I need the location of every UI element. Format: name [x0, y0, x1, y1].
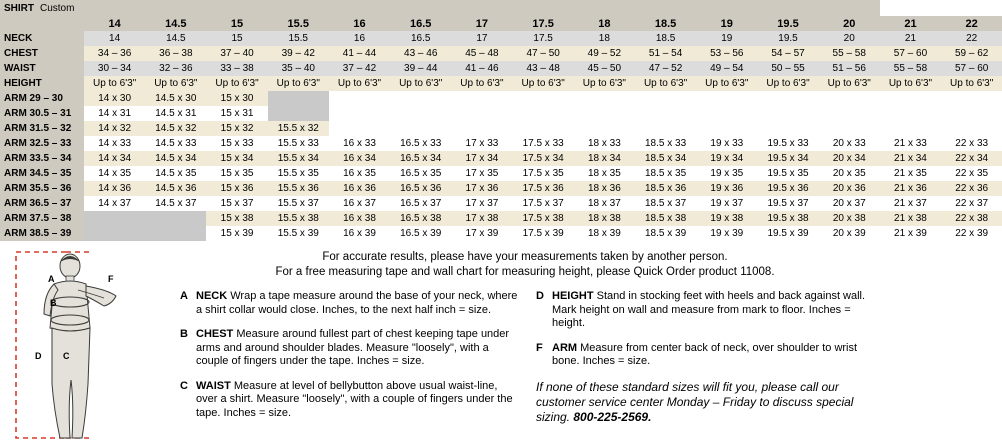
table-cell	[941, 91, 1002, 106]
table-header-row	[0, 16, 1002, 31]
table-cell: Up to 6'3"	[941, 76, 1002, 91]
instructions-panel	[0, 241, 880, 447]
table-cell: 17 x 33	[451, 136, 512, 151]
table-cell: 19.5 x 34	[757, 151, 818, 166]
table-cell	[329, 91, 390, 106]
table-cell: 18.5 x 37	[635, 196, 696, 211]
table-cell: 19 x 38	[696, 211, 757, 226]
column-header-blank	[0, 16, 84, 31]
table-cell: 51 – 56	[819, 61, 880, 76]
table-cell: 20 x 39	[819, 226, 880, 241]
table-row	[0, 46, 1002, 61]
column-header-21: 21	[880, 16, 941, 31]
intro-line-2: For a free measuring tape and wall chart for measuring height, please Quick Order product 11008.	[275, 266, 775, 278]
table-cell: 21 x 36	[880, 181, 941, 196]
table-cell: 57 – 60	[941, 61, 1002, 76]
row-header: ARM 38.5 – 39	[0, 226, 84, 241]
table-cell: 20 x 35	[819, 166, 880, 181]
table-cell: 17.5 x 34	[513, 151, 574, 166]
table-cell: 49 – 52	[574, 46, 635, 61]
table-cell	[390, 121, 451, 136]
table-cell	[390, 106, 451, 121]
table-cell: 15.5 x 35	[268, 166, 329, 181]
table-cell	[513, 106, 574, 121]
row-header: NECK	[0, 31, 84, 46]
column-header-20: 20	[819, 16, 880, 31]
table-cell: 16 x 35	[329, 166, 390, 181]
table-cell: 21 x 35	[880, 166, 941, 181]
table-cell: 16.5 x 38	[390, 211, 451, 226]
table-cell: 20 x 36	[819, 181, 880, 196]
table-cell: 19 x 35	[696, 166, 757, 181]
table-cell	[635, 91, 696, 106]
table-cell	[574, 121, 635, 136]
table-cell: 21 x 38	[880, 211, 941, 226]
table-cell: 22 x 38	[941, 211, 1002, 226]
table-cell: 14.5 x 32	[145, 121, 206, 136]
column-header-17.5: 17.5	[513, 16, 574, 31]
table-cell: 55 – 58	[819, 46, 880, 61]
table-cell: 19 x 36	[696, 181, 757, 196]
table-cell: 14 x 31	[84, 106, 145, 121]
table-cell	[268, 91, 329, 106]
column-header-18.5: 18.5	[635, 16, 696, 31]
table-cell	[513, 91, 574, 106]
table-cell: 14.5 x 30	[145, 91, 206, 106]
table-cell: 16 x 38	[329, 211, 390, 226]
table-cell: 21 x 37	[880, 196, 941, 211]
table-cell: 14.5 x 34	[145, 151, 206, 166]
instruction-item-neck	[180, 290, 518, 317]
table-cell: 19 x 33	[696, 136, 757, 151]
instruction-body: NECK Wrap a tape measure around the base of your neck, where a shirt collar would close. Inches, to the next half inch = size.	[196, 290, 518, 316]
table-cell: 20	[819, 31, 880, 46]
table-cell: 15.5 x 38	[268, 211, 329, 226]
table-cell: 16.5 x 36	[390, 181, 451, 196]
table-cell: 19.5 x 39	[757, 226, 818, 241]
table-cell: 16.5 x 33	[390, 136, 451, 151]
row-header: ARM 29 – 30	[0, 91, 84, 106]
table-cell	[696, 91, 757, 106]
table-cell: 17.5 x 37	[513, 196, 574, 211]
table-cell: 19	[696, 31, 757, 46]
table-cell	[941, 121, 1002, 136]
table-cell: Up to 6'3"	[513, 76, 574, 91]
table-cell: 19.5 x 35	[757, 166, 818, 181]
table-cell	[880, 106, 941, 121]
table-cell: 22 x 36	[941, 181, 1002, 196]
table-cell: Up to 6'3"	[206, 76, 267, 91]
table-row	[0, 211, 1002, 226]
table-cell: 15 x 37	[206, 196, 267, 211]
table-row	[0, 181, 1002, 196]
table-cell: Up to 6'3"	[451, 76, 512, 91]
table-cell: 22	[941, 31, 1002, 46]
title-text: SHIRT	[4, 2, 34, 14]
table-cell: 33 – 38	[206, 61, 267, 76]
row-header: ARM 31.5 – 32	[0, 121, 84, 136]
table-cell: 18 x 38	[574, 211, 635, 226]
table-cell: 15 x 30	[206, 91, 267, 106]
table-cell: 21 x 34	[880, 151, 941, 166]
table-row	[0, 31, 1002, 46]
table-cell	[145, 211, 206, 226]
table-cell: 16	[329, 31, 390, 46]
title-subtext: Custom	[40, 2, 75, 14]
table-cell: 17.5 x 36	[513, 181, 574, 196]
table-cell	[84, 226, 145, 241]
table-row	[0, 151, 1002, 166]
table-cell: 18 x 33	[574, 136, 635, 151]
table-cell	[574, 91, 635, 106]
instruction-letter: C	[180, 379, 188, 392]
row-header: ARM 37.5 – 38	[0, 211, 84, 226]
table-cell: 18 x 37	[574, 196, 635, 211]
table-cell	[757, 106, 818, 121]
table-cell: 15 x 35	[206, 166, 267, 181]
table-cell	[819, 121, 880, 136]
table-cell	[819, 91, 880, 106]
table-cell: 15.5	[268, 31, 329, 46]
table-cell: 39 – 44	[390, 61, 451, 76]
table-cell: 14.5 x 31	[145, 106, 206, 121]
table-cell: 22 x 37	[941, 196, 1002, 211]
table-cell	[635, 121, 696, 136]
svg-text:F: F	[108, 274, 114, 284]
table-cell: Up to 6'3"	[145, 76, 206, 91]
table-cell: 37 – 42	[329, 61, 390, 76]
table-cell: 15 x 36	[206, 181, 267, 196]
table-cell	[574, 106, 635, 121]
table-row	[0, 76, 1002, 91]
table-cell: 14.5	[145, 31, 206, 46]
table-cell: 18 x 35	[574, 166, 635, 181]
table-cell: 18.5 x 38	[635, 211, 696, 226]
table-cell: 14	[84, 31, 145, 46]
table-cell: 17 x 34	[451, 151, 512, 166]
column-header-16.5: 16.5	[390, 16, 451, 31]
table-cell: 16 x 39	[329, 226, 390, 241]
table-cell: 36 – 38	[145, 46, 206, 61]
table-cell: 39 – 42	[268, 46, 329, 61]
table-cell: 30 – 34	[84, 61, 145, 76]
column-header-22: 22	[941, 16, 1002, 31]
table-body	[0, 16, 1002, 241]
table-cell: 14 x 36	[84, 181, 145, 196]
table-cell: 14 x 33	[84, 136, 145, 151]
table-cell: 16 x 37	[329, 196, 390, 211]
table-cell: 15 x 31	[206, 106, 267, 121]
row-header: ARM 34.5 – 35	[0, 166, 84, 181]
row-header: ARM 30.5 – 31	[0, 106, 84, 121]
svg-text:B: B	[50, 298, 57, 308]
table-cell: 15 x 34	[206, 151, 267, 166]
table-cell: 22 x 39	[941, 226, 1002, 241]
table-cell	[84, 211, 145, 226]
instruction-letter: F	[536, 341, 543, 354]
table-cell: 14 x 32	[84, 121, 145, 136]
table-cell: 16.5 x 35	[390, 166, 451, 181]
table-cell: 21 x 33	[880, 136, 941, 151]
table-cell: 55 – 58	[880, 61, 941, 76]
table-cell: 17.5 x 38	[513, 211, 574, 226]
table-cell: 17.5	[513, 31, 574, 46]
instruction-title: NECK	[196, 290, 231, 302]
column-header-18: 18	[574, 16, 635, 31]
table-cell	[451, 106, 512, 121]
size-chart-table	[0, 16, 1002, 241]
table-cell: 47 – 50	[513, 46, 574, 61]
column-header-16: 16	[329, 16, 390, 31]
row-header: CHEST	[0, 46, 84, 61]
row-header: ARM 36.5 – 37	[0, 196, 84, 211]
table-cell: Up to 6'3"	[635, 76, 696, 91]
table-cell: 19.5 x 33	[757, 136, 818, 151]
table-cell: 32 – 36	[145, 61, 206, 76]
table-cell	[390, 91, 451, 106]
table-cell: 18.5 x 34	[635, 151, 696, 166]
table-cell: 18.5 x 36	[635, 181, 696, 196]
table-cell: 19 x 37	[696, 196, 757, 211]
table-cell: 22 x 35	[941, 166, 1002, 181]
table-cell: 18.5 x 33	[635, 136, 696, 151]
table-cell: 22 x 34	[941, 151, 1002, 166]
table-cell: 15 x 39	[206, 226, 267, 241]
instruction-title: HEIGHT	[552, 290, 597, 302]
table-cell	[145, 226, 206, 241]
table-cell: 19.5 x 36	[757, 181, 818, 196]
table-cell: 17	[451, 31, 512, 46]
table-cell: 19.5 x 37	[757, 196, 818, 211]
table-cell: 37 – 40	[206, 46, 267, 61]
column-header-17: 17	[451, 16, 512, 31]
instruction-title: CHEST	[196, 328, 237, 340]
svg-text:A: A	[48, 274, 55, 284]
table-cell: 20 x 33	[819, 136, 880, 151]
table-cell	[941, 106, 1002, 121]
table-cell: 15 x 38	[206, 211, 267, 226]
table-cell: 18 x 34	[574, 151, 635, 166]
table-cell	[268, 106, 329, 121]
instruction-item-arm	[536, 342, 874, 369]
table-cell: Up to 6'3"	[390, 76, 451, 91]
table-cell: 16 x 34	[329, 151, 390, 166]
table-cell: 18	[574, 31, 635, 46]
instruction-title: WAIST	[196, 379, 234, 392]
row-header: ARM 35.5 – 36	[0, 181, 84, 196]
table-cell: 16 x 33	[329, 136, 390, 151]
column-header-19.5: 19.5	[757, 16, 818, 31]
table-cell: 17 x 36	[451, 181, 512, 196]
table-cell: 19 x 34	[696, 151, 757, 166]
table-cell: 47 – 52	[635, 61, 696, 76]
table-cell: 18 x 39	[574, 226, 635, 241]
table-cell: 20 x 37	[819, 196, 880, 211]
table-cell: Up to 6'3"	[696, 76, 757, 91]
table-cell: 14 x 34	[84, 151, 145, 166]
special-sizing-note: If none of these standard sizes will fit you, please call our customer service center Monday – Friday to discuss special sizing. 800-225-2569.	[536, 379, 854, 424]
instruction-item-chest	[180, 328, 518, 369]
customer-service-phone: 800-225-2569.	[573, 409, 652, 424]
table-cell: 41 – 44	[329, 46, 390, 61]
table-cell: 22 x 33	[941, 136, 1002, 151]
instructions-column-right	[536, 290, 874, 431]
table-cell: Up to 6'3"	[84, 76, 145, 91]
table-cell: 15.5 x 37	[268, 196, 329, 211]
table-cell	[880, 121, 941, 136]
row-header: ARM 33.5 – 34	[0, 151, 84, 166]
table-cell: 53 – 56	[696, 46, 757, 61]
table-cell: 16.5 x 37	[390, 196, 451, 211]
table-cell: 16 x 36	[329, 181, 390, 196]
table-cell: 15 x 32	[206, 121, 267, 136]
page-title	[0, 0, 880, 16]
table-cell: 14 x 35	[84, 166, 145, 181]
table-cell: 17 x 35	[451, 166, 512, 181]
measurement-figure-illustration	[4, 246, 172, 444]
svg-text:D: D	[35, 351, 42, 361]
instruction-letter: D	[536, 290, 544, 302]
table-cell: Up to 6'3"	[268, 76, 329, 91]
column-header-19: 19	[696, 16, 757, 31]
table-row	[0, 106, 1002, 121]
column-header-14: 14	[84, 16, 145, 31]
table-cell: 15.5 x 36	[268, 181, 329, 196]
table-cell: 14.5 x 35	[145, 166, 206, 181]
table-cell: 15.5 x 34	[268, 151, 329, 166]
instruction-body: HEIGHT Stand in stocking feet with heels and back against wall. Mark height on wall and measure from mark to floor. Inches = height.	[552, 290, 866, 329]
row-header: HEIGHT	[0, 76, 84, 91]
table-cell: 43 – 48	[513, 61, 574, 76]
table-cell: 34 – 36	[84, 46, 145, 61]
table-cell: 14.5 x 33	[145, 136, 206, 151]
column-header-14.5: 14.5	[145, 16, 206, 31]
table-cell: 16.5 x 34	[390, 151, 451, 166]
instruction-letter: A	[180, 290, 188, 302]
table-cell	[635, 106, 696, 121]
table-row	[0, 121, 1002, 136]
table-cell: 21	[880, 31, 941, 46]
table-cell: 14 x 30	[84, 91, 145, 106]
table-cell: 54 – 57	[757, 46, 818, 61]
instruction-body: WAIST Measure at level of bellybutton above usual waist-line, over a shirt. Measure "loosely", with a couple of fingers under the tape. Inches = size.	[196, 379, 513, 419]
row-header: ARM 32.5 – 33	[0, 136, 84, 151]
instruction-letter: B	[180, 328, 188, 340]
table-cell: 14.5 x 37	[145, 196, 206, 211]
table-cell: Up to 6'3"	[819, 76, 880, 91]
table-row	[0, 196, 1002, 211]
table-cell: 41 – 46	[451, 61, 512, 76]
table-cell: 15	[206, 31, 267, 46]
table-cell: 17.5 x 39	[513, 226, 574, 241]
intro-text	[180, 250, 870, 280]
table-cell: 18 x 36	[574, 181, 635, 196]
table-cell: 19 x 39	[696, 226, 757, 241]
table-cell: 14 x 37	[84, 196, 145, 211]
table-cell: 20 x 38	[819, 211, 880, 226]
row-header: WAIST	[0, 61, 84, 76]
table-cell: 19.5	[757, 31, 818, 46]
table-cell: Up to 6'3"	[757, 76, 818, 91]
table-cell	[451, 91, 512, 106]
table-cell: 17 x 37	[451, 196, 512, 211]
table-cell	[757, 121, 818, 136]
table-cell: 17.5 x 35	[513, 166, 574, 181]
table-cell	[329, 121, 390, 136]
table-cell	[513, 121, 574, 136]
instruction-title: ARM	[552, 341, 581, 354]
column-header-15: 15	[206, 16, 267, 31]
svg-text:C: C	[63, 351, 70, 361]
table-cell: 15.5 x 32	[268, 121, 329, 136]
table-cell: 43 – 46	[390, 46, 451, 61]
table-row	[0, 226, 1002, 241]
table-cell: 16.5	[390, 31, 451, 46]
instruction-body: ARM Measure from center back of neck, over shoulder to wrist bone. Inches = size.	[552, 341, 858, 367]
table-cell: 49 – 54	[696, 61, 757, 76]
table-cell: 21 x 39	[880, 226, 941, 241]
table-cell	[696, 121, 757, 136]
table-cell	[757, 91, 818, 106]
table-cell: 17 x 39	[451, 226, 512, 241]
table-row	[0, 166, 1002, 181]
table-cell: 59 – 62	[941, 46, 1002, 61]
table-cell	[696, 106, 757, 121]
table-row	[0, 61, 1002, 76]
table-cell: Up to 6'3"	[880, 76, 941, 91]
table-cell	[880, 91, 941, 106]
table-cell: 45 – 50	[574, 61, 635, 76]
table-cell: 20 x 34	[819, 151, 880, 166]
table-cell: 50 – 55	[757, 61, 818, 76]
table-cell: 16.5 x 39	[390, 226, 451, 241]
table-cell	[819, 106, 880, 121]
instructions-column-left	[180, 290, 518, 431]
table-cell	[451, 121, 512, 136]
column-header-15.5: 15.5	[268, 16, 329, 31]
table-cell: 18.5 x 39	[635, 226, 696, 241]
table-cell: 35 – 40	[268, 61, 329, 76]
table-cell: 15.5 x 39	[268, 226, 329, 241]
instruction-body: CHEST Measure around fullest part of chest keeping tape under arms and around shoulder blades. Measure "loosely", with a couple of fingers under the tape. Inches = size.	[196, 328, 510, 367]
table-row	[0, 91, 1002, 106]
table-cell: 45 – 48	[451, 46, 512, 61]
table-cell: 15.5 x 33	[268, 136, 329, 151]
intro-line-1: For accurate results, please have your measurements taken by another person.	[322, 251, 728, 263]
table-cell: 15 x 33	[206, 136, 267, 151]
table-cell: 18.5	[635, 31, 696, 46]
table-cell: 17.5 x 33	[513, 136, 574, 151]
table-cell: 19.5 x 38	[757, 211, 818, 226]
instruction-item-waist	[180, 380, 518, 421]
table-cell: 18.5 x 35	[635, 166, 696, 181]
table-cell: 17 x 38	[451, 211, 512, 226]
instruction-item-height	[536, 290, 874, 331]
table-cell: 14.5 x 36	[145, 181, 206, 196]
table-cell: Up to 6'3"	[329, 76, 390, 91]
table-row	[0, 136, 1002, 151]
table-cell: Up to 6'3"	[574, 76, 635, 91]
table-cell: 57 – 60	[880, 46, 941, 61]
table-cell	[329, 106, 390, 121]
table-cell: 51 – 54	[635, 46, 696, 61]
